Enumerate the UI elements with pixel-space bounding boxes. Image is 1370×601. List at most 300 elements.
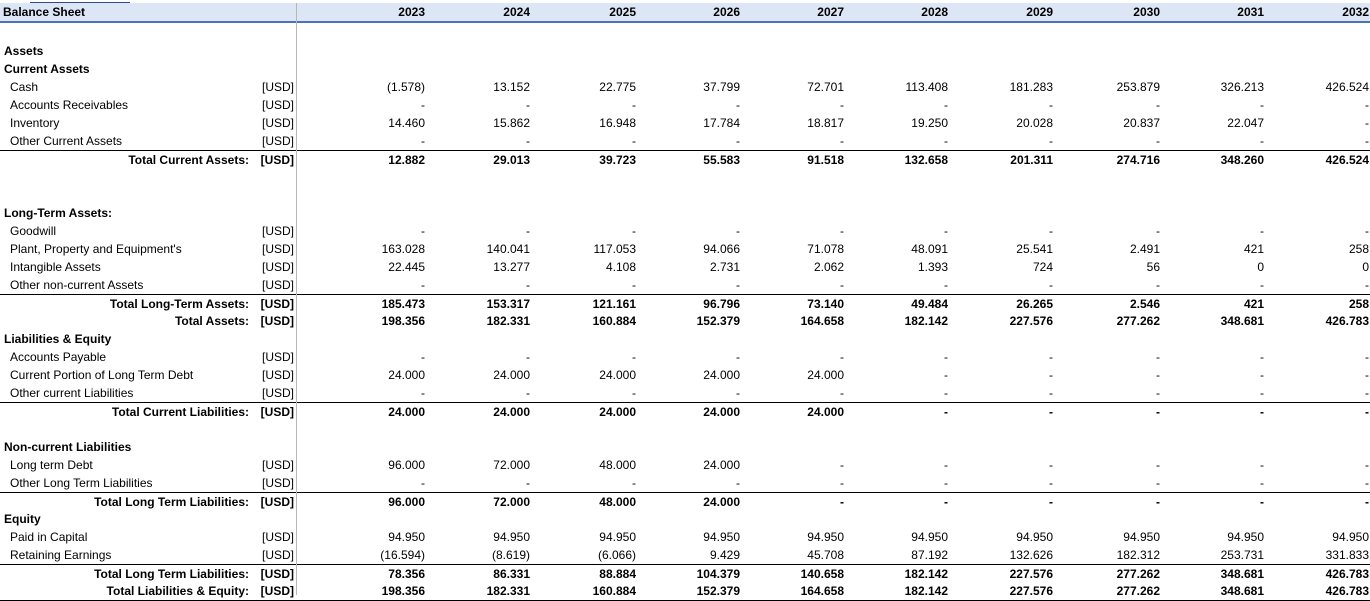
value-cell-2029[interactable]: - xyxy=(1049,386,1053,400)
value-cell-2030[interactable]: 182.312 xyxy=(1116,548,1160,562)
value-cell-2030[interactable]: 20.837 xyxy=(1123,116,1160,130)
unit-label[interactable]: [USD] xyxy=(260,495,294,509)
value-cell-2031[interactable]: 348.681 xyxy=(1220,584,1264,598)
value-cell-2025[interactable]: - xyxy=(632,476,636,490)
row-label[interactable]: Other Long Term Liabilities xyxy=(10,476,153,490)
value-cell-2032[interactable]: 258 xyxy=(1348,242,1369,256)
section-row xyxy=(0,510,1370,528)
value-cell-2029[interactable]: - xyxy=(1049,278,1053,292)
value-cell-2025[interactable]: - xyxy=(632,386,636,400)
row-label[interactable]: Total Long-Term Assets: xyxy=(109,297,249,311)
value-cell-2031[interactable]: - xyxy=(1260,134,1264,148)
unit-label[interactable]: [USD] xyxy=(260,153,294,167)
value-cell-2031[interactable]: 348.681 xyxy=(1220,314,1264,328)
value-cell-2032[interactable]: - xyxy=(1365,350,1369,364)
value-cell-2028[interactable]: - xyxy=(944,224,948,238)
section-row xyxy=(0,330,1370,348)
value-cell-2027[interactable]: 24.000 xyxy=(807,405,844,419)
year-header-2027[interactable]: 2027 xyxy=(817,5,844,19)
value-cell-2031[interactable]: 94.950 xyxy=(1227,530,1264,544)
value-cell-2031[interactable]: 22.047 xyxy=(1227,116,1264,130)
value-cell-2029[interactable]: - xyxy=(1049,134,1053,148)
value-cell-2025[interactable]: 39.723 xyxy=(599,153,636,167)
value-cell-2027[interactable]: - xyxy=(840,134,844,148)
value-cell-2029[interactable]: 94.950 xyxy=(1016,530,1053,544)
value-cell-2026[interactable]: - xyxy=(736,224,740,238)
value-cell-2024[interactable]: 72.000 xyxy=(493,495,530,509)
value-cell-2024[interactable]: - xyxy=(526,386,530,400)
row-label[interactable]: Accounts Payable xyxy=(10,350,107,364)
value-cell-2025[interactable]: 121.161 xyxy=(592,297,636,311)
value-cell-2028[interactable]: 1.393 xyxy=(917,260,948,274)
value-cell-2028[interactable]: - xyxy=(944,458,948,472)
total-row xyxy=(0,150,1370,169)
unit-label[interactable]: [USD] xyxy=(261,242,294,256)
value-cell-2024[interactable]: - xyxy=(526,98,530,112)
value-cell-2032[interactable]: - xyxy=(1365,386,1369,400)
value-cell-2024[interactable]: 15.862 xyxy=(493,116,530,130)
value-cell-2026[interactable]: - xyxy=(736,134,740,148)
unit-label[interactable]: [USD] xyxy=(261,458,294,472)
value-cell-2025[interactable]: - xyxy=(632,350,636,364)
value-cell-2030[interactable]: - xyxy=(1156,458,1160,472)
value-cell-2032[interactable]: - xyxy=(1365,98,1369,112)
unit-label[interactable]: [USD] xyxy=(260,314,294,328)
row-label[interactable]: Long-Term Assets: xyxy=(4,206,113,220)
value-cell-2024[interactable]: 153.317 xyxy=(486,297,530,311)
value-cell-2032[interactable]: 258 xyxy=(1348,297,1369,311)
value-cell-2030[interactable]: - xyxy=(1156,278,1160,292)
value-cell-2032[interactable]: 426.524 xyxy=(1325,80,1369,94)
value-cell-2024[interactable]: 24.000 xyxy=(493,405,530,419)
value-cell-2024[interactable]: - xyxy=(526,350,530,364)
value-cell-2026[interactable]: 152.379 xyxy=(696,314,740,328)
value-cell-2027[interactable]: 164.658 xyxy=(800,314,844,328)
value-cell-2023[interactable]: 94.950 xyxy=(388,530,425,544)
row-label[interactable]: Assets xyxy=(4,44,44,58)
value-cell-2032[interactable]: 426.783 xyxy=(1325,567,1369,581)
value-cell-2032[interactable]: 0 xyxy=(1362,260,1369,274)
year-header-2028[interactable]: 2028 xyxy=(921,5,948,19)
value-cell-2025[interactable]: 117.053 xyxy=(593,242,636,256)
value-cell-2026[interactable]: 24.000 xyxy=(703,405,740,419)
row-label[interactable]: Liabilities & Equity xyxy=(4,332,112,346)
value-cell-2027[interactable]: 91.518 xyxy=(807,153,844,167)
value-cell-2032[interactable]: - xyxy=(1365,224,1369,238)
value-cell-2031[interactable]: - xyxy=(1260,405,1264,419)
value-cell-2024[interactable]: 72.000 xyxy=(493,458,530,472)
table-row xyxy=(0,96,1370,114)
unit-label[interactable]: [USD] xyxy=(261,530,294,544)
value-cell-2031[interactable]: 348.681 xyxy=(1220,567,1264,581)
value-cell-2029[interactable]: - xyxy=(1049,368,1053,382)
value-cell-2027[interactable]: 45.708 xyxy=(807,548,844,562)
value-cell-2026[interactable]: 104.379 xyxy=(696,567,740,581)
value-cell-2024[interactable]: (8.619) xyxy=(491,548,530,562)
row-label[interactable]: Equity xyxy=(4,512,41,526)
value-cell-2031[interactable]: - xyxy=(1260,495,1264,509)
value-cell-2031[interactable]: - xyxy=(1260,476,1264,490)
value-cell-2028[interactable]: - xyxy=(944,476,948,490)
value-cell-2029[interactable]: 26.265 xyxy=(1016,297,1053,311)
value-cell-2026[interactable]: 37.799 xyxy=(703,80,740,94)
row-label[interactable]: Non-current Liabilities xyxy=(4,440,132,454)
value-cell-2026[interactable]: - xyxy=(736,476,740,490)
value-cell-2031[interactable]: - xyxy=(1260,98,1264,112)
value-cell-2030[interactable]: 277.262 xyxy=(1116,567,1160,581)
value-cell-2023[interactable]: 198.356 xyxy=(381,314,425,328)
value-cell-2023[interactable]: - xyxy=(421,98,425,112)
value-cell-2027[interactable]: 72.701 xyxy=(807,80,844,94)
value-cell-2030[interactable]: 2.546 xyxy=(1129,297,1160,311)
unit-label[interactable]: [USD] xyxy=(260,297,294,311)
value-cell-2023[interactable]: 12.882 xyxy=(388,153,425,167)
value-cell-2031[interactable]: - xyxy=(1260,224,1264,238)
row-label[interactable]: Current Portion of Long Term Debt xyxy=(10,368,194,382)
value-cell-2025[interactable]: 24.000 xyxy=(599,368,636,382)
value-cell-2029[interactable]: 181.283 xyxy=(1009,80,1053,94)
row-label[interactable]: Paid in Capital xyxy=(10,530,88,544)
value-cell-2024[interactable]: 140.041 xyxy=(486,242,530,256)
value-cell-2027[interactable]: 164.658 xyxy=(800,584,844,598)
value-cell-2023[interactable]: - xyxy=(421,386,425,400)
row-label[interactable]: Retaining Earnings xyxy=(10,548,112,562)
value-cell-2031[interactable]: 348.260 xyxy=(1220,153,1264,167)
value-cell-2030[interactable]: - xyxy=(1156,350,1160,364)
value-cell-2023[interactable]: - xyxy=(421,278,425,292)
value-cell-2023[interactable]: 96.000 xyxy=(388,458,425,472)
value-cell-2025[interactable]: 24.000 xyxy=(599,405,636,419)
value-cell-2031[interactable]: 253.731 xyxy=(1220,548,1264,562)
value-cell-2029[interactable]: 227.576 xyxy=(1009,314,1053,328)
value-cell-2028[interactable]: - xyxy=(944,278,948,292)
sheet-title[interactable]: Balance Sheet xyxy=(3,5,86,19)
table-row xyxy=(0,384,1370,402)
value-cell-2025[interactable]: - xyxy=(632,98,636,112)
unit-label[interactable]: [USD] xyxy=(261,116,294,130)
value-cell-2029[interactable]: - xyxy=(1049,476,1053,490)
value-cell-2028[interactable]: 94.950 xyxy=(911,530,948,544)
unit-label[interactable]: [USD] xyxy=(261,548,294,562)
year-header-2030[interactable]: 2030 xyxy=(1133,5,1160,19)
value-cell-2028[interactable]: 19.250 xyxy=(911,116,948,130)
value-cell-2028[interactable]: 49.484 xyxy=(911,297,948,311)
value-cell-2027[interactable]: 73.140 xyxy=(807,297,844,311)
value-cell-2023[interactable]: 185.473 xyxy=(381,297,425,311)
value-cell-2027[interactable]: - xyxy=(840,278,844,292)
value-cell-2023[interactable]: - xyxy=(421,476,425,490)
value-cell-2026[interactable]: 24.000 xyxy=(703,458,740,472)
value-cell-2032[interactable]: 426.783 xyxy=(1325,314,1369,328)
value-cell-2027[interactable]: - xyxy=(840,224,844,238)
value-cell-2032[interactable]: - xyxy=(1365,405,1369,419)
value-cell-2028[interactable]: - xyxy=(944,368,948,382)
value-cell-2029[interactable]: 227.576 xyxy=(1009,567,1053,581)
value-cell-2025[interactable]: 16.948 xyxy=(599,116,636,130)
value-cell-2031[interactable]: - xyxy=(1260,350,1264,364)
value-cell-2024[interactable]: 13.152 xyxy=(493,80,530,94)
value-cell-2024[interactable]: 182.331 xyxy=(486,314,530,328)
value-cell-2029[interactable]: 20.028 xyxy=(1016,116,1053,130)
value-cell-2028[interactable]: 48.091 xyxy=(911,242,948,256)
unit-label[interactable]: [USD] xyxy=(261,80,294,94)
year-header-2023[interactable]: 2023 xyxy=(398,5,425,19)
value-cell-2029[interactable]: - xyxy=(1049,98,1053,112)
value-cell-2023[interactable]: - xyxy=(421,224,425,238)
table-row xyxy=(0,78,1370,96)
row-label[interactable]: Other Current Assets xyxy=(10,134,123,148)
unit-label[interactable]: [USD] xyxy=(261,476,294,490)
value-cell-2030[interactable]: - xyxy=(1156,134,1160,148)
value-cell-2023[interactable]: 24.000 xyxy=(388,368,425,382)
table-row xyxy=(0,456,1370,474)
unit-label[interactable]: [USD] xyxy=(261,260,294,274)
value-cell-2026[interactable]: 2.731 xyxy=(709,260,740,274)
unit-label[interactable]: [USD] xyxy=(260,584,294,598)
value-cell-2026[interactable]: - xyxy=(736,350,740,364)
value-cell-2025[interactable]: (6.066) xyxy=(597,548,636,562)
value-cell-2029[interactable]: - xyxy=(1049,350,1053,364)
value-cell-2031[interactable]: 326.213 xyxy=(1220,80,1264,94)
unit-label[interactable]: [USD] xyxy=(261,98,294,112)
value-cell-2030[interactable]: - xyxy=(1156,224,1160,238)
value-cell-2026[interactable]: - xyxy=(736,386,740,400)
row-label[interactable]: Intangible Assets xyxy=(10,260,101,274)
value-cell-2028[interactable]: - xyxy=(944,134,948,148)
value-cell-2027[interactable]: 18.817 xyxy=(807,116,844,130)
value-cell-2029[interactable]: - xyxy=(1049,224,1053,238)
value-cell-2031[interactable]: - xyxy=(1260,368,1264,382)
value-cell-2027[interactable]: - xyxy=(840,386,844,400)
value-cell-2029[interactable]: - xyxy=(1049,405,1053,419)
value-cell-2024[interactable]: 24.000 xyxy=(493,368,530,382)
value-cell-2032[interactable]: - xyxy=(1365,134,1369,148)
value-cell-2023[interactable]: 78.356 xyxy=(388,567,425,581)
value-cell-2030[interactable]: - xyxy=(1156,476,1160,490)
value-cell-2024[interactable]: 29.013 xyxy=(493,153,530,167)
value-cell-2025[interactable]: 22.775 xyxy=(599,80,636,94)
value-cell-2025[interactable]: 88.884 xyxy=(599,567,636,581)
value-cell-2027[interactable]: 94.950 xyxy=(807,530,844,544)
value-cell-2026[interactable]: 96.796 xyxy=(703,297,740,311)
value-cell-2030[interactable]: - xyxy=(1156,405,1160,419)
value-cell-2026[interactable]: 9.429 xyxy=(709,548,740,562)
value-cell-2027[interactable]: - xyxy=(840,476,844,490)
row-label[interactable]: Total Current Liabilities: xyxy=(111,405,249,419)
value-cell-2030[interactable]: 2.491 xyxy=(1129,242,1160,256)
value-cell-2027[interactable]: - xyxy=(840,98,844,112)
value-cell-2029[interactable]: 724 xyxy=(1032,260,1053,274)
value-cell-2027[interactable]: 140.658 xyxy=(800,567,844,581)
total-row xyxy=(0,312,1370,330)
value-cell-2032[interactable]: - xyxy=(1365,476,1369,490)
total-row xyxy=(0,492,1370,511)
value-cell-2024[interactable]: - xyxy=(526,134,530,148)
unit-label[interactable]: [USD] xyxy=(261,134,294,148)
row-label[interactable]: Long term Debt xyxy=(10,458,93,472)
value-cell-2029[interactable]: 227.576 xyxy=(1009,584,1053,598)
column-divider xyxy=(296,3,297,595)
value-cell-2028[interactable]: - xyxy=(944,98,948,112)
value-cell-2028[interactable]: - xyxy=(944,405,948,419)
row-label[interactable]: Total Liabilities & Equity: xyxy=(106,584,249,598)
value-cell-2030[interactable]: 94.950 xyxy=(1123,530,1160,544)
row-label[interactable]: Plant, Property and Equipment's xyxy=(10,242,182,256)
year-header-2032[interactable]: 2032 xyxy=(1342,5,1369,19)
value-cell-2026[interactable]: 24.000 xyxy=(703,495,740,509)
unit-label[interactable]: [USD] xyxy=(261,368,294,382)
value-cell-2026[interactable]: - xyxy=(736,98,740,112)
unit-label[interactable]: [USD] xyxy=(261,278,294,292)
row-label[interactable]: Current Assets xyxy=(4,62,90,76)
value-cell-2025[interactable]: - xyxy=(632,278,636,292)
value-cell-2029[interactable]: 201.311 xyxy=(1010,153,1053,167)
value-cell-2023[interactable]: (1.578) xyxy=(386,80,425,94)
value-cell-2023[interactable]: - xyxy=(421,134,425,148)
value-cell-2026[interactable]: 94.066 xyxy=(703,242,740,256)
value-cell-2027[interactable]: - xyxy=(840,350,844,364)
value-cell-2030[interactable]: 274.716 xyxy=(1116,153,1160,167)
spacer-row xyxy=(0,24,1370,42)
value-cell-2023[interactable]: 22.445 xyxy=(388,260,425,274)
year-header-2024[interactable]: 2024 xyxy=(503,5,530,19)
value-cell-2024[interactable]: 13.277 xyxy=(493,260,530,274)
value-cell-2025[interactable]: 160.884 xyxy=(592,584,636,598)
value-cell-2028[interactable]: - xyxy=(944,386,948,400)
value-cell-2027[interactable]: 2.062 xyxy=(813,260,844,274)
value-cell-2023[interactable]: 24.000 xyxy=(388,405,425,419)
year-header-2026[interactable]: 2026 xyxy=(713,5,740,19)
value-cell-2026[interactable]: 24.000 xyxy=(703,368,740,382)
value-cell-2028[interactable]: 182.142 xyxy=(904,584,948,598)
value-cell-2027[interactable]: - xyxy=(840,495,844,509)
value-cell-2025[interactable]: - xyxy=(632,224,636,238)
value-cell-2025[interactable]: 48.000 xyxy=(599,495,636,509)
value-cell-2031[interactable]: 0 xyxy=(1257,260,1264,274)
value-cell-2028[interactable]: 132.658 xyxy=(904,153,948,167)
value-cell-2024[interactable]: - xyxy=(526,224,530,238)
value-cell-2032[interactable]: 426.524 xyxy=(1325,153,1369,167)
table-row xyxy=(0,528,1370,546)
row-label[interactable]: Other current Liabilities xyxy=(10,386,134,400)
section-row xyxy=(0,60,1370,78)
value-cell-2032[interactable]: 94.950 xyxy=(1332,530,1369,544)
value-cell-2025[interactable]: 4.108 xyxy=(605,260,636,274)
table-row xyxy=(0,366,1370,384)
value-cell-2032[interactable]: - xyxy=(1365,368,1369,382)
row-label[interactable]: Inventory xyxy=(10,116,60,130)
value-cell-2032[interactable]: 426.783 xyxy=(1325,584,1369,598)
value-cell-2026[interactable]: 55.583 xyxy=(703,153,740,167)
value-cell-2023[interactable]: - xyxy=(421,350,425,364)
value-cell-2024[interactable]: 182.331 xyxy=(486,584,530,598)
value-cell-2023[interactable]: 198.356 xyxy=(381,584,425,598)
value-cell-2028[interactable]: 182.142 xyxy=(904,567,948,581)
total-row xyxy=(0,582,1370,600)
value-cell-2028[interactable]: 87.192 xyxy=(911,548,948,562)
value-cell-2030[interactable]: - xyxy=(1156,368,1160,382)
value-cell-2029[interactable]: - xyxy=(1049,458,1053,472)
unit-label[interactable]: [USD] xyxy=(260,567,294,581)
value-cell-2031[interactable]: - xyxy=(1260,458,1264,472)
value-cell-2026[interactable]: - xyxy=(736,278,740,292)
value-cell-2028[interactable]: 113.408 xyxy=(905,80,948,94)
table-row xyxy=(0,132,1370,150)
value-cell-2025[interactable]: - xyxy=(632,134,636,148)
value-cell-2030[interactable]: - xyxy=(1156,98,1160,112)
value-cell-2032[interactable]: - xyxy=(1365,278,1369,292)
value-cell-2029[interactable]: 132.626 xyxy=(1009,548,1053,562)
value-cell-2030[interactable]: - xyxy=(1156,495,1160,509)
table-row xyxy=(0,222,1370,240)
value-cell-2024[interactable]: 86.331 xyxy=(493,567,530,581)
unit-label[interactable]: [USD] xyxy=(261,350,294,364)
value-cell-2031[interactable]: 421 xyxy=(1243,297,1264,311)
value-cell-2027[interactable]: 24.000 xyxy=(807,368,844,382)
row-label[interactable]: Total Current Assets: xyxy=(128,153,249,167)
value-cell-2024[interactable]: 94.950 xyxy=(493,530,530,544)
value-cell-2029[interactable]: - xyxy=(1049,495,1053,509)
value-cell-2031[interactable]: 421 xyxy=(1243,242,1264,256)
value-cell-2032[interactable]: - xyxy=(1365,458,1369,472)
value-cell-2029[interactable]: 25.541 xyxy=(1016,242,1053,256)
value-cell-2024[interactable]: - xyxy=(526,278,530,292)
row-label[interactable]: Cash xyxy=(10,80,39,94)
year-header-2031[interactable]: 2031 xyxy=(1237,5,1264,19)
spacer-row xyxy=(0,186,1370,204)
value-cell-2030[interactable]: 253.879 xyxy=(1116,80,1160,94)
value-cell-2031[interactable]: - xyxy=(1260,278,1264,292)
row-label[interactable]: Accounts Receivables xyxy=(10,98,129,112)
value-cell-2025[interactable]: 48.000 xyxy=(599,458,636,472)
value-cell-2028[interactable]: - xyxy=(944,495,948,509)
value-cell-2026[interactable]: 17.784 xyxy=(703,116,740,130)
value-cell-2032[interactable]: - xyxy=(1365,495,1369,509)
value-cell-2032[interactable]: - xyxy=(1365,116,1369,130)
row-label[interactable]: Total Long Term Liabilities: xyxy=(94,495,249,509)
unit-label[interactable]: [USD] xyxy=(261,386,294,400)
row-label[interactable]: Other non-current Assets xyxy=(10,278,144,292)
value-cell-2028[interactable]: - xyxy=(944,350,948,364)
row-label[interactable]: Total Long Term Liabilities: xyxy=(94,567,249,581)
value-cell-2025[interactable]: 94.950 xyxy=(599,530,636,544)
value-cell-2024[interactable]: - xyxy=(526,476,530,490)
value-cell-2030[interactable]: 277.262 xyxy=(1116,314,1160,328)
value-cell-2023[interactable]: 163.028 xyxy=(381,242,425,256)
year-header-2029[interactable]: 2029 xyxy=(1026,5,1053,19)
row-label[interactable]: Total Assets: xyxy=(174,314,249,328)
value-cell-2030[interactable]: 277.262 xyxy=(1116,584,1160,598)
unit-label[interactable]: [USD] xyxy=(261,224,294,238)
value-cell-2032[interactable]: 331.833 xyxy=(1325,548,1369,562)
value-cell-2026[interactable]: 152.379 xyxy=(696,584,740,598)
unit-label[interactable]: [USD] xyxy=(260,405,294,419)
value-cell-2030[interactable]: - xyxy=(1156,386,1160,400)
value-cell-2023[interactable]: 96.000 xyxy=(388,495,425,509)
value-cell-2028[interactable]: 182.142 xyxy=(904,314,948,328)
value-cell-2025[interactable]: 160.884 xyxy=(592,314,636,328)
year-header-2025[interactable]: 2025 xyxy=(609,5,636,19)
section-row xyxy=(0,42,1370,60)
value-cell-2023[interactable]: (16.594) xyxy=(380,548,425,562)
value-cell-2027[interactable]: 71.078 xyxy=(807,242,844,256)
value-cell-2031[interactable]: - xyxy=(1260,386,1264,400)
value-cell-2027[interactable]: - xyxy=(840,458,844,472)
value-cell-2023[interactable]: 14.460 xyxy=(388,116,425,130)
value-cell-2030[interactable]: 56 xyxy=(1146,260,1160,274)
row-label[interactable]: Goodwill xyxy=(10,224,57,238)
value-cell-2026[interactable]: 94.950 xyxy=(703,530,740,544)
